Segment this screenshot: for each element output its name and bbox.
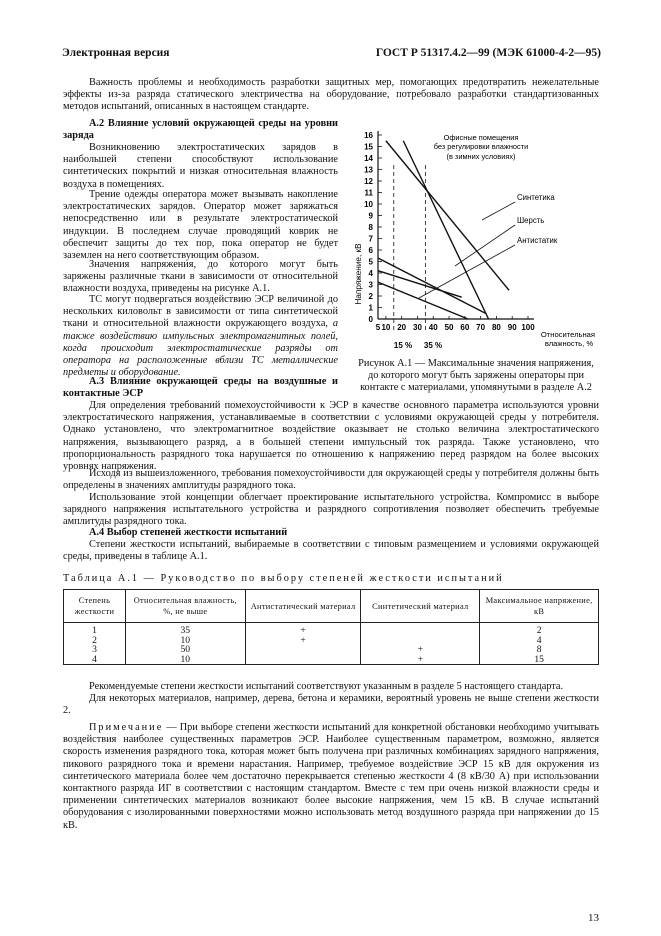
y-tick-label: 15 [364, 142, 373, 152]
x-tick-label: 80 [491, 323, 501, 332]
table-cell: + [245, 623, 361, 636]
after-table-paragraph-1: Рекомендуемые степени жесткости испытаний соответствуют указанным в разделе 5 настоящего стандарта. [89, 681, 564, 692]
x-tick-label: 90 [507, 323, 517, 332]
header-left: Электронная версия [62, 47, 170, 59]
x-tick-label: 20 [397, 323, 407, 332]
table-cell: 4 [480, 636, 599, 646]
table-header: Антистатический материал [245, 590, 361, 623]
y-tick-label: 12 [364, 177, 373, 186]
y-tick-label: 8 [368, 223, 373, 232]
table-caption-text: Таблица А.1 — Руководство по выбору степеней жесткости испытаний [63, 573, 504, 584]
a3-paragraph-2: Исходя из вышеизложенного, требования помехоустойчивости для окружающей среды у потребителя должны быть определены в значениях амплитуды разрядного тока. [63, 468, 599, 492]
a2-paragraph-4 [63, 294, 338, 379]
series-line [378, 271, 462, 297]
annotation-line-2: без регулировки влажности [433, 142, 529, 151]
figure-caption: Рисунок А.1 — Максимальные значения напряжения, до которого могут быть заряжены операторы при контакте с материалами, упомянутыми в разделе А.2 [358, 358, 594, 394]
table-cell [245, 645, 361, 655]
y-tick-label: 2 [368, 292, 373, 301]
chart-xlabel-line-1: Относительная [540, 330, 595, 339]
a3-paragraph-3: Использование этой концепции облегчает проектирование испытательного устройства. Компромисс в выборе зарядного напряжения испытательного устройства и разрядного сопротивления позволяет обеспечить требуемые амплитуды разрядного тока. [63, 492, 599, 528]
y-tick-label: 4 [368, 269, 373, 278]
table-header: Максимальное напряжение, кВ [480, 590, 599, 623]
table-cell: + [361, 645, 480, 655]
table-row [64, 655, 599, 665]
severity-table [63, 589, 599, 665]
table-cell: + [245, 636, 361, 646]
a4-paragraph-1: Степени жесткости испытаний, выбираемые в соответствии с типовым размещением и условиями окружающей среды, приведены в таблице А.1. [63, 539, 599, 563]
x-tick-label: 50 [444, 323, 454, 332]
y-tick-label: 11 [364, 188, 373, 198]
table-header: Синтетический материал [361, 590, 480, 623]
a2-paragraph-3: Значения напряжения, до которого могут быть заряжены различные ткани в зависимости от относительной влажности воздуха, приведены на рисунке А.1. [63, 259, 338, 295]
a2-paragraph-1: Возникновению электростатических зарядов в наибольшей степени способствуют использование синтетических покрытий и низкая относительная влажность воздуха в помещениях. [63, 142, 338, 190]
leader-synthetic [482, 202, 515, 220]
chart-series [375, 141, 509, 333]
y-tick-label: 0 [368, 315, 373, 324]
table-cell: 8 [480, 645, 599, 655]
y-tick-label: 14 [364, 154, 373, 163]
x-tick-label: 60 [460, 323, 470, 332]
x-tick-label: 70 [476, 323, 486, 332]
label-wool: Шерсть [517, 216, 545, 225]
y-tick-label: 5 [368, 257, 373, 267]
y-tick-label: 3 [368, 280, 373, 290]
table-cell: 3 [64, 645, 126, 655]
table-cell: 2 [64, 636, 126, 646]
x-tick-label: 30 [413, 323, 422, 332]
section-a3-title: А.3 Влияние окружающей среды на воздушные и контактные ЭСР [63, 376, 338, 400]
table-caption [63, 573, 504, 584]
page-number: 13 [588, 912, 599, 924]
figure-chart [347, 126, 601, 354]
x-tick-label: 5 [375, 323, 381, 332]
table-cell: 4 [64, 655, 126, 665]
chart-xlabel [541, 330, 597, 348]
annotation-line-1: Офисные помещения [443, 133, 519, 142]
section-a2-title: А.2 Влияние условий окружающей среды на уровни заряда [63, 118, 338, 142]
a2-paragraph-4-italic: а также воздействию импульсных электромагнитных полей, когда происходит электростатические разряды от оператора на расположенные вблизи ТС металлические предметы и оборудование. [63, 318, 338, 379]
table-cell [245, 655, 361, 665]
y-tick-label: 9 [368, 211, 373, 221]
label-synthetic: Синтетика [517, 193, 555, 202]
y-tick-label: 13 [364, 165, 373, 175]
table-cell: 1 [64, 623, 126, 636]
leader-antistatic [419, 245, 515, 298]
a2-paragraph-4-plain: ТС могут подвергаться воздействию ЭСР величиной до нескольких киловольт в зависимости от типа синтетической ткани и относительной влажности окружающего воздуха, [63, 294, 338, 330]
y-tick-label: 6 [368, 246, 373, 255]
table-cell: 10 [125, 636, 245, 646]
y-tick-label: 7 [368, 234, 373, 244]
chart-ticks [364, 131, 535, 332]
note-label: Примечание [89, 722, 164, 733]
table-cell: 2 [480, 623, 599, 636]
table-row [64, 636, 599, 646]
y-tick-label: 16 [364, 131, 373, 140]
table-row [64, 645, 599, 655]
note-paragraph [63, 722, 599, 832]
note-text: — При выборе степени жесткости испытаний для конкретной обстановки необходимо учитывать воздействия наиболее существенных параметров ЭСР. Наиболее существенным параметром, возможно, является скорость изменения разрядного тока, которая может быть получена при различных комбинациях зарядного напряжения, пикового разрядного тока и времени нарастания. Например, требуемое воздействие ЭСР 15 кВ для окружения из синтетического материала более чем достаточно перекрывается степенью жесткости 4 (8 кВ/30 А) при использовании контактного разряда ИГ в соответствии с настоящим стандартом. Вместе с тем при очень низкой влажности среды и применении синтетических материалов возникают более высокие напряжения, чем 15 кВ. В случае испытаний оборудования с изолированными поверхностями можно использовать метод воздушного разряда при напряжении до 15 кВ. [63, 722, 599, 831]
x-tick-label: 100 [521, 323, 535, 332]
table-cell [361, 623, 480, 636]
rh-35-label: 35 % [423, 341, 443, 350]
table-row [64, 623, 599, 636]
x-tick-label: 40 [428, 323, 438, 332]
chart-xlabel-line-2: влажность, % [544, 339, 594, 348]
section-a4-title: А.4 Выбор степеней жесткости испытаний [89, 527, 288, 538]
y-tick-label: 1 [368, 303, 373, 313]
chart-ylabel: Напряжение, кВ [354, 243, 363, 305]
table-cell: 50 [125, 645, 245, 655]
a2-paragraph-2: Трение одежды оператора может вызывать накопление электростатических зарядов. Оператор может заряжаться непосредственно или в результате электростатической индукции. В последнем случае проводящий коврик не обеспечит защиты до тех пор, пока оператор не будет заземлен на него соответствующим образом. [63, 189, 338, 262]
table-cell: + [361, 655, 480, 665]
table-cell: 15 [480, 655, 599, 665]
table-cell: 35 [125, 623, 245, 636]
label-antistatic: Антистатик [517, 236, 558, 245]
y-tick-label: 10 [364, 200, 373, 209]
a3-paragraph-1: Для определения требований помехоустойчивости к ЭСР в качестве основного параметра используются уровни электростатического напряжения, устанавливаемые в соответствии с условиями окружающей среды у потребителя. Однако установлено, что электромагнитное воздействие оказывает не столько величина электростатического напряжения, вызывающего разряд, а в большей степени импульсный ток разряда. Также установлено, что пропорциональность разрядного тока нарушается по отношению к напряжению перед разрядом на более высоких уровнях напряжения. [63, 400, 599, 473]
leader-wool [455, 225, 515, 266]
table-cell: 10 [125, 655, 245, 665]
table-header: Степень жесткости [64, 590, 126, 623]
series-line [378, 282, 468, 319]
rh-15-label: 15 % [393, 341, 413, 350]
annotation-line-3: (в зимних условиях) [446, 152, 516, 161]
header-right: ГОСТ Р 51317.4.2—99 (МЭК 61000-4-2—95) [375, 47, 601, 59]
table-header-row [64, 590, 599, 623]
x-tick-label: 10 [381, 323, 391, 332]
after-table-paragraph-2: Для некоторых материалов, например, дерева, бетона и керамики, вероятный уровень не выше степени жесткости 2. [63, 693, 599, 717]
table-header: Относительная влажность, %, не выше [125, 590, 245, 623]
intro-paragraph: Важность проблемы и необходимость разработки защитных мер, помогающих предотвратить нежелательные эффекты из-за разряда статического электричества на оборудование, потребовало разработки стандартизованных методов испытаний, описанных в настоящем стандарте. [63, 77, 599, 113]
